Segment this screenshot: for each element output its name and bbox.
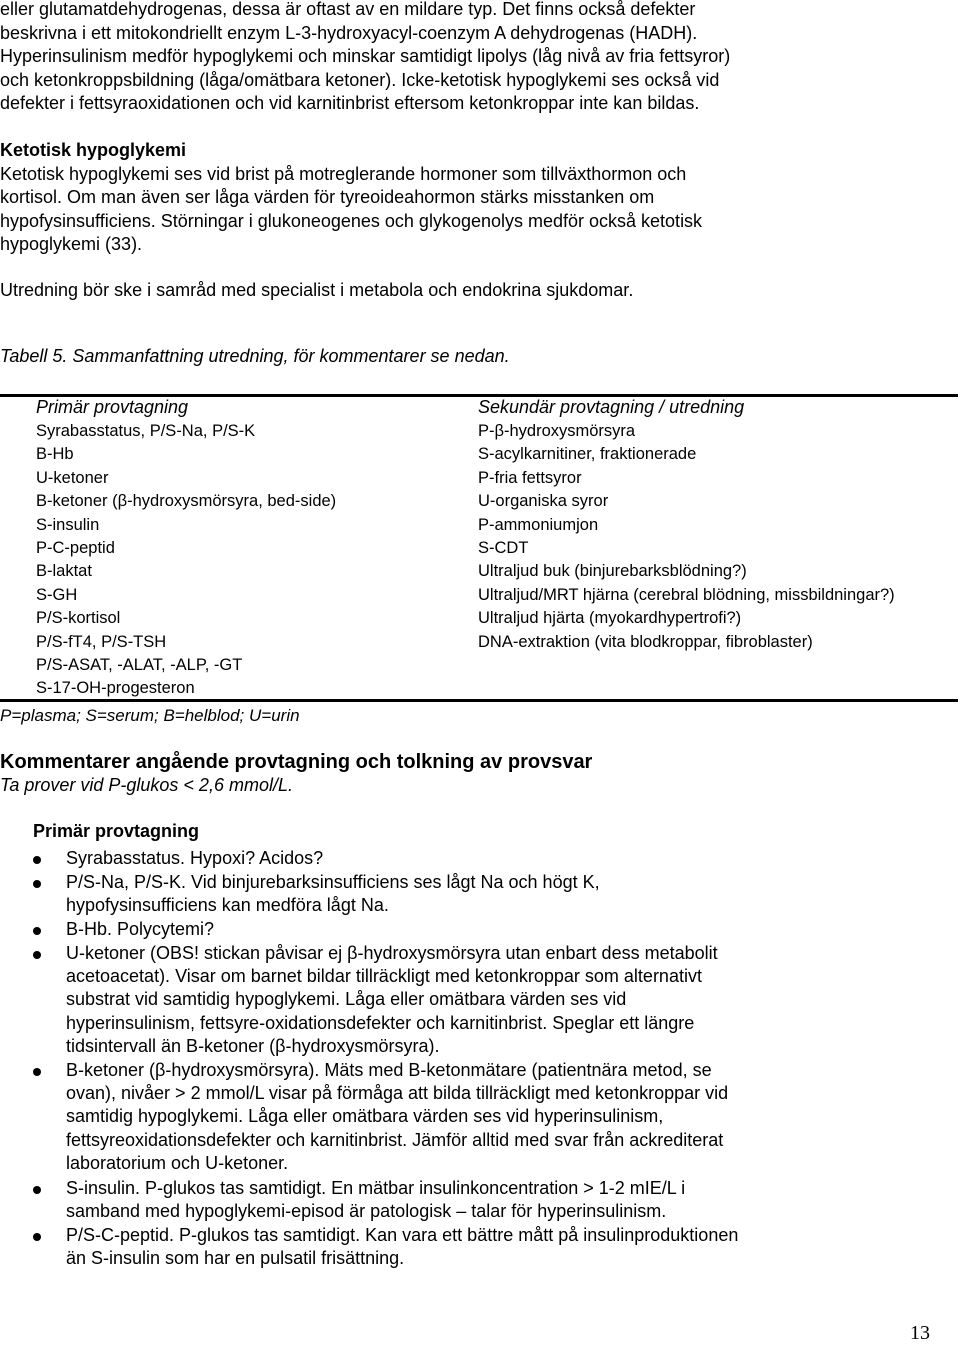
secondary-item: DNA-extraktion (vita blodkroppar, fibroblaster): [478, 632, 813, 651]
bullet-icon: [33, 1068, 41, 1076]
bullet-icon: [33, 1186, 41, 1194]
intro-line: och ketonkroppsbildning (låga/omätbara ketoner). Icke-ketotisk hypoglykemi ses också vid: [0, 69, 720, 90]
primary-item: S-17-OH-progesteron: [36, 679, 195, 698]
secondary-item: Ultraljud buk (binjurebarksblödning?): [478, 562, 747, 581]
bullet-icon: [33, 880, 41, 888]
primary-item: P-C-peptid: [36, 539, 115, 558]
investigation-note: Utredning bör ske i samråd med specialist i metabola och endokrina sjukdomar.: [0, 280, 634, 300]
intro-line: eller glutamatdehydrogenas, dessa är oftast av en mildare typ. Det finns också defekter: [0, 0, 696, 19]
intro-line: defekter i fettsyraoxidationen och vid karnitinbrist eftersom ketonkroppar inte kan bildas.: [0, 93, 700, 113]
secondary-item: P-fria fettsyror: [478, 468, 582, 487]
primary-item: P/S-ASAT, -ALAT, -ALP, -GT: [36, 656, 243, 675]
primary-item: B-Hb: [36, 445, 74, 464]
table-caption: Tabell 5. Sammanfattning utredning, för kommentarer se nedan.: [0, 346, 510, 366]
bullet-line: än S-insulin som har en pulsatil frisättning.: [66, 1248, 405, 1269]
secondary-header: Sekundär provtagning / utredning: [478, 397, 745, 417]
ketotic-line: kortisol. Om man även ser låga värden för tyreoideahormon stärks misstanken om: [0, 187, 655, 207]
primary-column: [36, 395, 336, 701]
secondary-item: P-ammoniumjon: [478, 515, 599, 534]
comments-heading: Kommentarer angående provtagning och tolkning av provsvar: [0, 751, 593, 773]
primary-item: U-ketoner: [36, 468, 109, 487]
secondary-item: U-organiska syror: [478, 492, 609, 511]
primary-item: Syrabasstatus, P/S-Na, P/S-K: [36, 422, 256, 440]
bullet-icon: [33, 927, 41, 935]
secondary-item: Ultraljud/MRT hjärna (cerebral blödning, missbildningar?): [478, 585, 895, 604]
bullet-icon: [33, 951, 41, 959]
bullet-line: ovan), nivåer > 2 mmol/L visar på förmåga att bilda tillräckligt med ketonkroppar vid: [66, 1083, 729, 1104]
bullet-line: fettsyreoxidationsdefekter och karnitinbrist. Jämför alltid med svar från ackrediterat: [66, 1129, 724, 1150]
bullet-line: hyperinsulinism, fettsyre-oxidationsdefekter och karnitinbrist. Speglar ett längre: [66, 1012, 695, 1033]
secondary-item: P-β-hydroxysmörsyra: [478, 422, 636, 440]
intro-paragraph: [0, 0, 730, 116]
ketotic-line: hypofysinsufficiens. Störningar i glukoneogenes och glykogenolys medför också ketotisk: [0, 210, 703, 231]
secondary-item: Ultraljud hjärta (myokardhypertrofi?): [478, 609, 742, 628]
bullet-line: acetoacetat). Visar om barnet bildar tillräckligt med ketonkroppar som alternativt: [66, 966, 702, 987]
primary-item: S-insulin: [36, 515, 100, 534]
primary-item: P/S-kortisol: [36, 609, 121, 628]
comments-subtitle: Ta prover vid P-glukos < 2,6 mmol/L.: [0, 775, 293, 795]
ketotic-line: Ketotisk hypoglykemi ses vid brist på motreglerande hormoner som tillväxthormon och: [0, 163, 687, 184]
ketotic-line: hypoglykemi (33).: [0, 234, 143, 254]
bullet-line: P/S-Na, P/S-K. Vid binjurebarksinsufficiens ses lågt Na och högt K,: [66, 872, 600, 892]
primary-item: P/S-fT4, P/S-TSH: [36, 632, 167, 651]
primary-item: S-GH: [36, 585, 78, 604]
primary-item: B-laktat: [36, 562, 92, 581]
primary-item: B-ketoner (β-hydroxysmörsyra, bed-side): [36, 492, 337, 511]
intro-line: Hyperinsulinism medför hypoglykemi och minskar samtidigt lipolys (låg nivå av fria fettsyror): [0, 46, 731, 66]
table-bottom-rule: [0, 699, 958, 702]
bullet-line: hypofysinsufficiens kan medföra lågt Na.: [66, 895, 389, 916]
ketotic-section: [0, 139, 702, 257]
bullet-icon: [33, 856, 41, 864]
bullet-line: substrat vid samtidig hypoglykemi. Låga eller omätbara värden ses vid: [66, 989, 627, 1010]
bullet-line: U-ketoner (OBS! stickan påvisar ej β-hydroxysmörsyra utan enbart dess metabolit: [66, 943, 718, 963]
page-number: 13: [910, 1322, 930, 1344]
bullet-line: P/S-C-peptid. P-glukos tas samtidigt. Kan vara ett bättre mått på insulinproduktionen: [66, 1225, 739, 1245]
bullet-line: Syrabasstatus. Hypoxi? Acidos?: [66, 848, 324, 868]
bullet-line: B-Hb. Polycytemi?: [66, 919, 215, 939]
bullet-icon: [33, 1233, 41, 1241]
intro-line: beskrivna i ett mitokondriellt enzym L-3-hydroxyacyl-coenzym A dehydrogenas (HADH).: [0, 22, 698, 43]
primary-header: Primär provtagning: [36, 397, 189, 417]
bullet-line: S-insulin. P-glukos tas samtidigt. En mätbar insulinkoncentration > 1-2 mIE/L i: [66, 1178, 686, 1198]
secondary-item: S-acylkarnitiner, fraktionerade: [478, 445, 697, 464]
table-footnote: P=plasma; S=serum; B=helblod; U=urin: [0, 706, 300, 725]
bullet-line: laboratorium och U-ketoner.: [66, 1152, 289, 1173]
primary-sampling-heading: Primär provtagning: [33, 821, 200, 841]
bullet-line: tidsintervall än B-ketoner (β-hydroxysmörsyra).: [66, 1035, 440, 1056]
bullet-line: B-ketoner (β-hydroxysmörsyra). Mäts med B-ketonmätare (patientnära metod, se: [66, 1060, 712, 1080]
bullet-line: samtidig hypoglykemi. Låga eller omätbara värden ses vid hyperinsulinism,: [66, 1106, 664, 1127]
secondary-column: [478, 395, 895, 654]
bullet-line: samband med hypoglykemi-episod är patologisk – talar för hyperinsulinism.: [66, 1201, 667, 1222]
secondary-item: S-CDT: [478, 539, 529, 558]
ketotic-heading: Ketotisk hypoglykemi: [0, 140, 187, 160]
